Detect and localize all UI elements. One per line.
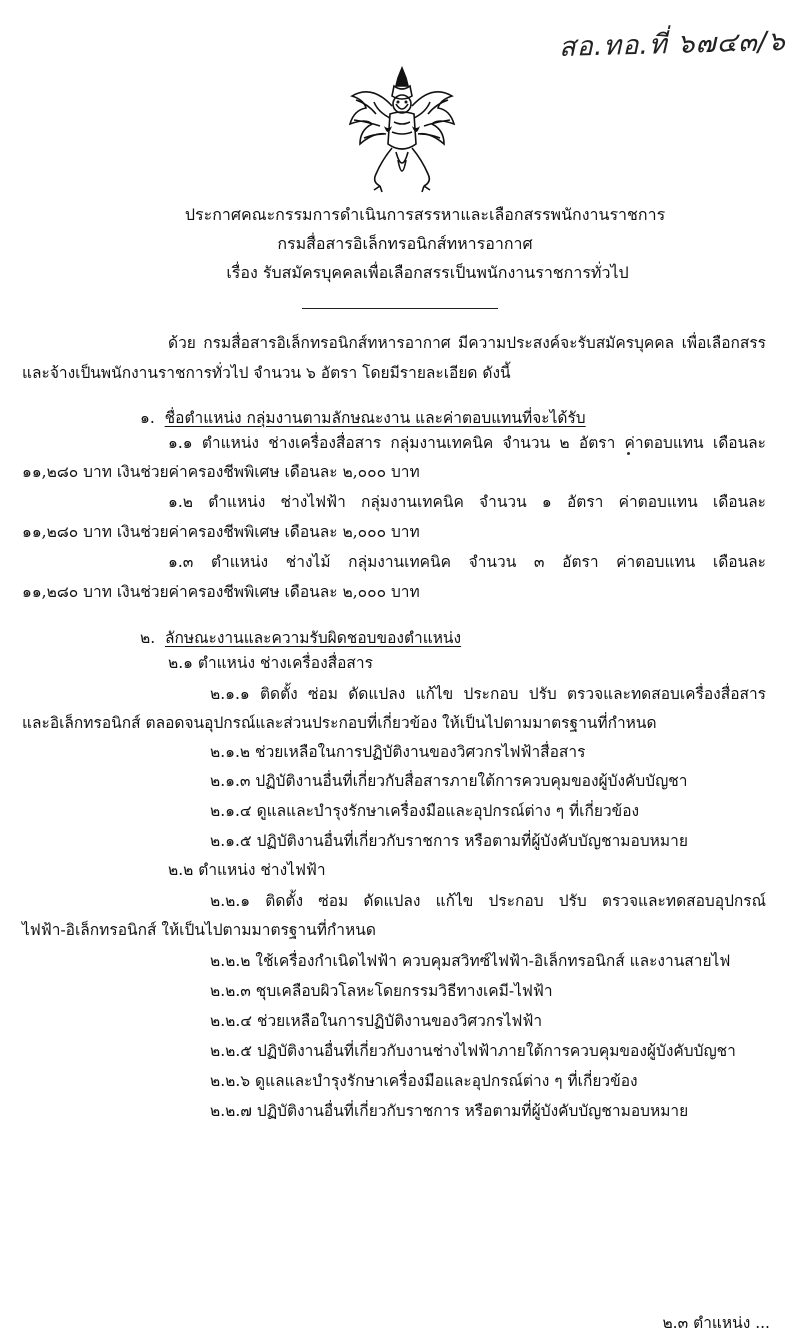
item-2-2-1-line-1: ๒.๒.๑ ติดตั้ง ซ่อม ดัดแปลง แก้ไข ประกอบ ปรับ ตรวจและทดสอบอุปกรณ์ xyxy=(210,892,766,910)
item-2-2-6: ๒.๒.๖ ดูแลและบำรุงรักษาเครื่องมือและอุปกรณ์ต่าง ๆ ที่เกี่ยวข้อง xyxy=(210,1072,638,1090)
garuda-emblem-icon xyxy=(346,64,458,194)
item-2-2-7: ๒.๒.๗ ปฏิบัติงานอื่นที่เกี่ยวกับราชการ หรือตามที่ผู้บังคับบัญชามอบหมาย xyxy=(210,1102,689,1120)
item-1-2-line-1: ๑.๒ ตำแหน่ง ช่างไฟฟ้า กลุ่มงานเทคนิค จำนวน ๑ อัตรา ค่าตอบแทน เดือนละ xyxy=(168,493,766,511)
section-2-title: ลักษณะงานและความรับผิดชอบของตำแหน่ง xyxy=(165,629,462,647)
item-1-2-line-2: ๑๑,๒๘๐ บาท เงินช่วยค่าครองชีพพิเศษ เดือนละ ๒,๐๐๐ บาท xyxy=(22,523,420,541)
section-1-title: ชื่อตำแหน่ง กลุ่มงานตามลักษณะงาน และค่าตอบแทนที่จะได้รับ xyxy=(164,409,586,427)
item-1-1-line-2: ๑๑,๒๘๐ บาท เงินช่วยค่าครองชีพพิเศษ เดือนละ ๒,๐๐๐ บาท xyxy=(22,463,420,481)
section-2-number: ๒. xyxy=(140,629,156,647)
intro-line-2: และจ้างเป็นพนักงานราชการทั่วไป จำนวน ๖ อัตรา โดยมีรายละเอียด ดังนี้ xyxy=(22,364,511,382)
announcement-header xyxy=(0,200,800,287)
item-2-2-3: ๒.๒.๓ ชุบเคลือบผิวโลหะโดยกรรมวิธีทางเคมี-ไฟฟ้า xyxy=(210,982,553,1000)
section-2-heading xyxy=(140,627,461,649)
header-subject: เรื่อง รับสมัครบุคคลเพื่อเลือกสรรเป็นพนักงานราชการทั่วไป xyxy=(226,263,629,282)
header-department: กรมสื่อสารอิเล็กทรอนิกส์ทหารอากาศ xyxy=(277,234,533,253)
item-2-2-1-line-2: ไฟฟ้า-อิเล็กทรอนิกส์ ให้เป็นไปตามมาตรฐานที่กำหนด xyxy=(22,921,376,939)
item-2-1-3: ๒.๑.๓ ปฏิบัติงานอื่นที่เกี่ยวกับสื่อสารภายใต้การควบคุมของผู้บังคับบัญชา xyxy=(210,772,688,790)
item-1-3-line-1: ๑.๓ ตำแหน่ง ช่างไม้ กลุ่มงานเทคนิค จำนวน ๓ อัตรา ค่าตอบแทน เดือนละ xyxy=(168,553,766,571)
intro-line-1: ด้วย กรมสื่อสารอิเล็กทรอนิกส์ทหารอากาศ มีความประสงค์จะรับสมัครบุคคล เพื่อเลือกสรร xyxy=(168,334,766,352)
header-title: ประกาศคณะกรรมการดำเนินการสรรหาและเลือกสรรพนักงานราชการ xyxy=(184,205,666,224)
item-1-1-line-1: ๑.๑ ตำแหน่ง ช่างเครื่องสื่อสาร กลุ่มงานเทคนิค จำนวน ๒ อัตรา ค่าตอบแทน เดือนละ xyxy=(168,434,766,452)
item-2-2-5: ๒.๒.๕ ปฏิบัติงานอื่นที่เกี่ยวกับงานช่างไฟฟ้าภายใต้การควบคุมของผู้บังคับบัญชา xyxy=(210,1042,736,1060)
section-1-heading xyxy=(140,407,586,429)
item-2-1-2: ๒.๑.๒ ช่วยเหลือในการปฏิบัติงานของวิศวกรไฟฟ้าสื่อสาร xyxy=(210,743,586,761)
item-2-1-4: ๒.๑.๔ ดูแลและบำรุงรักษาเครื่องมือและอุปกรณ์ต่าง ๆ ที่เกี่ยวข้อง xyxy=(210,802,640,820)
header-divider xyxy=(302,308,498,309)
item-1-3-line-2: ๑๑,๒๘๐ บาท เงินช่วยค่าครองชีพพิเศษ เดือนละ ๒,๐๐๐ บาท xyxy=(22,583,420,601)
subsection-2-1: ๒.๑ ตำแหน่ง ช่างเครื่องสื่อสาร xyxy=(168,654,373,672)
stray-dot xyxy=(627,452,630,455)
item-2-1-1-line-1: ๒.๑.๑ ติดตั้ง ซ่อม ดัดแปลง แก้ไข ประกอบ ปรับ ตรวจและทดสอบเครื่องสื่อสาร xyxy=(210,685,766,703)
item-2-1-5: ๒.๑.๕ ปฏิบัติงานอื่นที่เกี่ยวกับราชการ หรือตามที่ผู้บังคับบัญชามอบหมาย xyxy=(210,832,688,850)
item-2-1-1-line-2: และอิเล็กทรอนิกส์ ตลอดจนอุปกรณ์และส่วนประกอบที่เกี่ยวข้อง ให้เป็นไปตามมาตรฐานที่กำหนด xyxy=(22,714,657,732)
item-2-2-2: ๒.๒.๒ ใช้เครื่องกำเนิดไฟฟ้า ควบคุมสวิทซ์ไฟฟ้า-อิเล็กทรอนิกส์ และงานสายไฟ xyxy=(210,952,731,970)
item-2-2-4: ๒.๒.๔ ช่วยเหลือในการปฏิบัติงานของวิศวกรไฟฟ้า xyxy=(210,1012,543,1030)
handwritten-reference: สอ.ทอ.ที่ ๖๗๔๓/๖ xyxy=(558,26,787,63)
section-1-number: ๑. xyxy=(140,409,155,427)
continuation-marker: ๒.๓ ตำแหน่ง ... xyxy=(662,1314,770,1332)
subsection-2-2: ๒.๒ ตำแหน่ง ช่างไฟฟ้า xyxy=(168,861,326,879)
